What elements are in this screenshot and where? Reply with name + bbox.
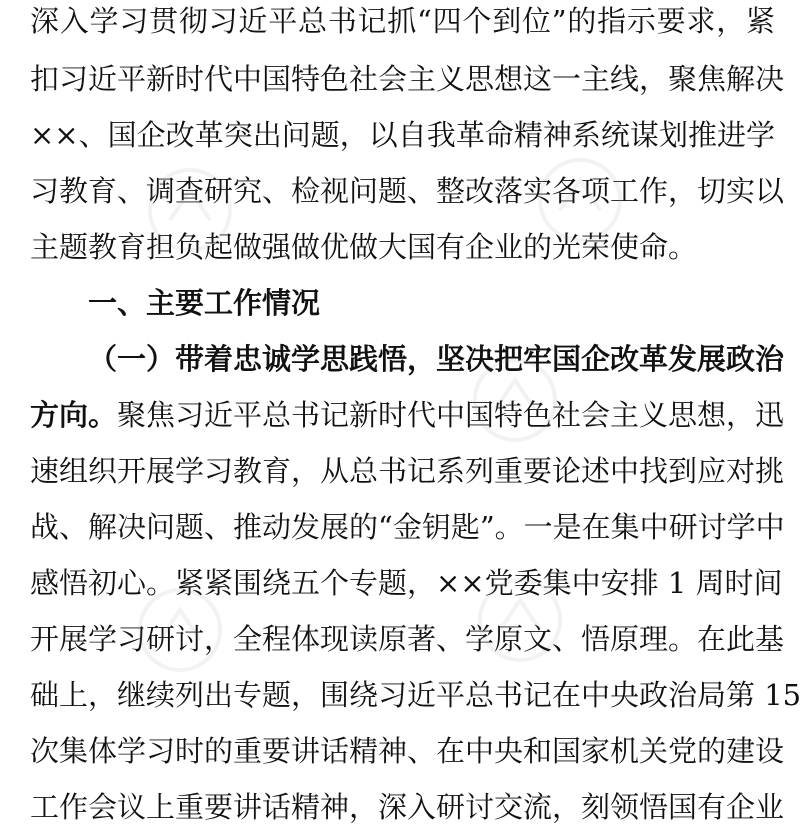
intro-line-1: 深入学习贯彻习近平总书记抓“四个到位”的指示要求，紧 (30, 4, 775, 38)
body-line-2: 速组织开展学习教育，从总书记系列重要论述中找到应对挑 (30, 454, 785, 488)
intro-line-2: 扣习近平新时代中国特色社会主义思想这一主线，聚焦解决 (30, 62, 785, 96)
body-line-5: 开展学习研讨，全程体现读原著、学原文、悟原理。在此基 (30, 622, 785, 656)
subsection-title-line-2 (30, 390, 785, 440)
body-line-6: 础上，继续列出专题，围绕习近平总书记在中央政治局第 15 (30, 678, 801, 712)
intro-line-4: 习教育、调查研究、检视问题、整改落实各项工作，切实以 (30, 174, 785, 208)
subsection-title-line-1: （一）带着忠诚学思践悟，坚决把牢国企改革发展政治 (88, 342, 785, 376)
body-line-1-rest: 聚焦习近平总书记新时代中国特色社会主义思想，迅 (117, 398, 785, 432)
section-heading: 一、主要工作情况 (88, 286, 321, 320)
body-line-4: 感悟初心。紧紧围绕五个专题，××党委集中安排 1 周时间 (30, 566, 783, 600)
body-line-3: 战、解决问题、推动发展的“金钥匙”。一是在集中研讨学中 (30, 510, 785, 544)
body-line-8: 工作会议上重要讲话精神，深入研讨交流，刻领悟国有企业 (30, 790, 785, 824)
intro-line-5: 主题教育担负起做强做优做大国有企业的光荣使命。 (30, 230, 698, 264)
intro-line-3: ××、国企改革突出问题，以自我革命精神系统谋划推进学 (30, 118, 775, 152)
subsection-title-end: 方向。 (30, 398, 118, 432)
body-line-7: 次集体学习时的重要讲话精神、在中央和国家机关党的建设 (30, 734, 785, 768)
